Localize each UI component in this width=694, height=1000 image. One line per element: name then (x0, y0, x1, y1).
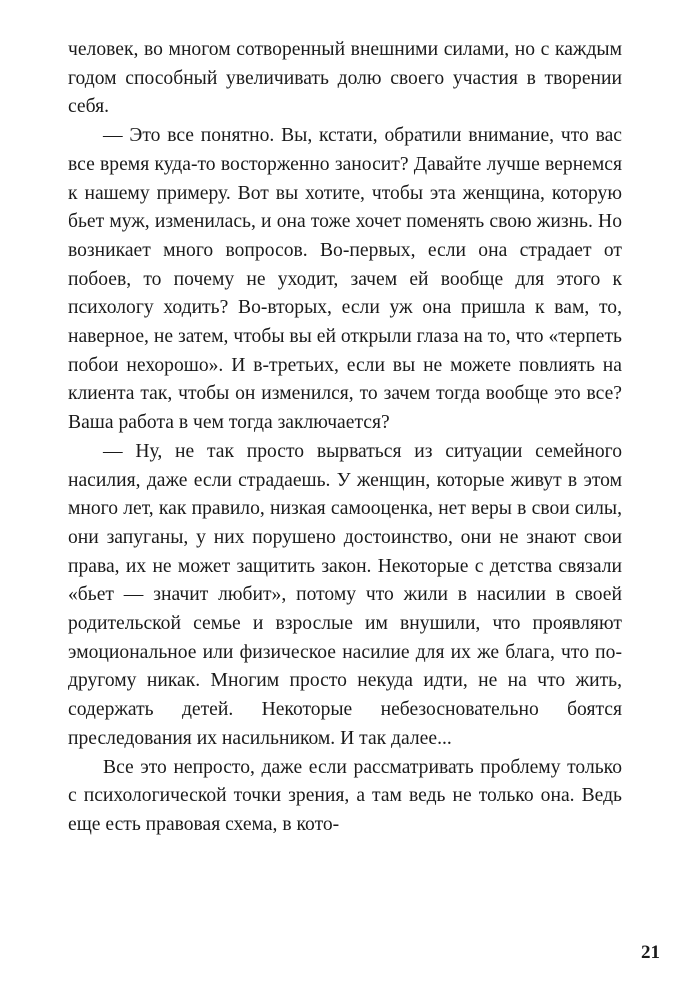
paragraph-answer: — Ну, не так просто вырваться из ситуации семейного насилия, даже если страдаешь. У женщин, которые живут в этом много лет, как правило, низкая самооценка, нет веры в свои силы, они запуганы, у них порушено достоинство, они не знают свои права, их не может защитить закон. Некоторые с детства связали «бьет — значит любит», потому что жили в насилии в своей родительской семье и взрослые им внушили, что проявляют эмоциональное или физическое насилие для их же блага, что по-другому никак. Многим просто некуда идти, не на что жить, содержать детей. Некоторые небезосновательно боятся преследования их насильником. И так далее... (68, 440, 622, 749)
page-number: 21 (641, 942, 660, 963)
paragraph-continuation: человек, во многом сотворенный внешними силами, но с каждым годом способный увеличивать долю своего участия в творении себя. (68, 39, 622, 118)
paragraph-question: — Это все понятно. Вы, кстати, обратили внимание, что вас все время куда-то восторженно заносит? Давайте лучше вернемся к нашему примеру. Вот вы хотите, чтобы эта женщина, которую бьет муж, изменилась, и она тоже хочет поменять свою жизнь. Но возникает много вопросов. Во-первых, если она страдает от побоев, то почему не уходит, зачем ей вообще для этого к психологу ходить? Во-вторых, если уж она пришла к вам, то, наверное, не затем, чтобы вы ей открыли глаза на то, что «терпеть побои нехорошо». И в-третьих, если вы не можете повлиять на клиента так, чтобы он изменился, то зачем тогда вообще это все? Ваша работа в чем тогда заключается? (68, 125, 622, 434)
body-text (68, 36, 622, 840)
paragraph-closing: Все это непросто, даже если рассматривать проблему только с психологической точки зрения, а там ведь не только она. Ведь еще есть правовая схема, в кото- (68, 756, 622, 835)
